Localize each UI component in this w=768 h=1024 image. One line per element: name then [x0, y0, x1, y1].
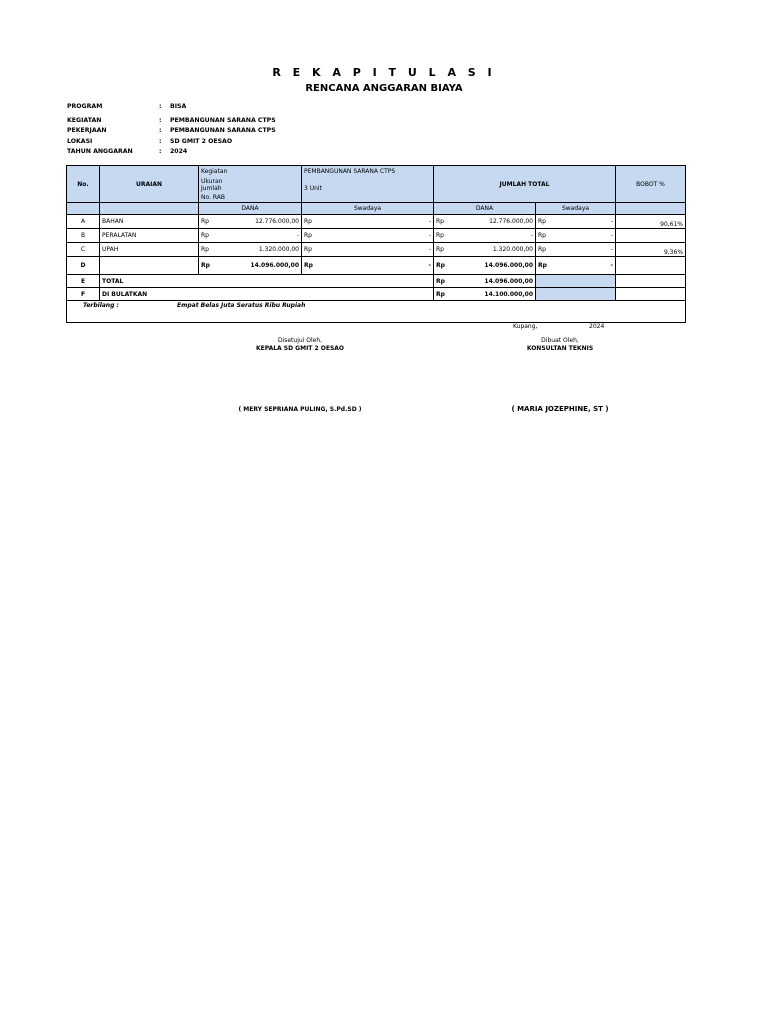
info-value: BISA: [170, 103, 187, 110]
row-swadaya: -: [428, 218, 431, 225]
row-no: A: [67, 215, 100, 229]
info-value: PEMBANGUNAN SARANA CTPS: [170, 127, 276, 134]
info-label: LOKASI: [67, 138, 93, 145]
info-value: 2024: [170, 148, 188, 155]
meta-label: Jumlah: [199, 185, 302, 192]
row-bobot: 9,36%: [616, 243, 686, 257]
row-dana: 12.776.000,00: [255, 218, 299, 225]
currency-label: Rp: [538, 262, 547, 269]
currency-label: Rp: [538, 218, 546, 225]
sub-dana-header: DANA: [434, 203, 536, 215]
info-colon: :: [159, 103, 162, 110]
table-subheader-row: [67, 203, 686, 215]
meta-label: Ukuran: [199, 178, 302, 185]
row-dana: -: [296, 232, 299, 239]
info-colon: :: [159, 127, 162, 134]
info-colon: :: [159, 148, 162, 155]
table-row-rounded: [67, 288, 686, 301]
currency-label: Rp: [201, 232, 209, 239]
table-row: [67, 229, 686, 243]
row-bobot: [616, 257, 686, 275]
col-jumlah-total-header: JUMLAH TOTAL: [434, 166, 616, 203]
document-title: R E K A P I T U L A S I: [272, 66, 496, 79]
info-pekerjaan: [67, 127, 467, 136]
meta-value: 3 Unit: [302, 185, 434, 192]
currency-label: Rp: [436, 218, 444, 225]
info-colon: :: [159, 117, 162, 124]
total-label: TOTAL: [100, 275, 434, 288]
meta-value: [302, 192, 434, 202]
currency-label: Rp: [436, 246, 444, 253]
row-bobot: 90,61%: [616, 215, 686, 229]
row-uraian: BAHAN: [100, 215, 199, 229]
total-value: 14.096.000,00: [484, 277, 533, 285]
approver-role: KEPALA SD GMIT 2 OESAO: [255, 345, 345, 352]
row-total-swadaya: -: [610, 246, 614, 253]
signature-place: Kupang,: [513, 323, 538, 330]
currency-label: Rp: [436, 232, 444, 239]
empty-cell: [616, 288, 686, 301]
currency-label: Rp: [436, 277, 445, 285]
sub-swadaya-header: Swadaya: [536, 203, 616, 215]
preparer-role: KONSULTAN TEKNIS: [526, 345, 594, 352]
rounded-label: DI BULATKAN: [100, 288, 434, 301]
currency-label: Rp: [304, 218, 312, 225]
shaded-cell: [536, 288, 616, 301]
row-swadaya: -: [428, 232, 431, 239]
row-uraian: [100, 257, 199, 275]
currency-label: Rp: [538, 246, 546, 253]
terbilang-cell: [67, 301, 686, 323]
empty-cell: [616, 275, 686, 288]
row-no: E: [67, 275, 100, 288]
info-program: [67, 103, 467, 112]
terbilang-row: [67, 301, 686, 323]
row-total-swadaya: -: [610, 262, 614, 269]
sub-dana-header: DANA: [199, 203, 302, 215]
terbilang-value: Empat Belas Juta Seratus Ribu Rupiah: [177, 302, 306, 309]
row-no: B: [67, 229, 100, 243]
shaded-cell: [536, 275, 616, 288]
currency-label: Rp: [538, 232, 546, 239]
row-bobot: [616, 229, 686, 243]
info-label: KEGIATAN: [67, 117, 102, 124]
col-bobot-header: BOBOT %: [616, 166, 686, 203]
row-swadaya: -: [428, 262, 431, 269]
row-total-dana: -: [530, 232, 533, 239]
info-label: TAHUN ANGGARAN: [67, 148, 133, 155]
currency-label: Rp: [304, 246, 312, 253]
info-label: PEKERJAAN: [67, 127, 107, 134]
info-value: SD GMIT 2 OESAO: [170, 138, 233, 145]
preparer-caption: Dibuat Oleh,: [541, 337, 579, 344]
row-uraian: PERALATAN: [100, 229, 199, 243]
row-uraian: UPAH: [100, 243, 199, 257]
currency-label: Rp: [201, 246, 209, 253]
currency-label: Rp: [304, 232, 312, 239]
info-colon: :: [159, 138, 162, 145]
info-lokasi: [67, 138, 467, 147]
signature-year: 2024: [589, 323, 605, 330]
row-total-dana: 12.776.000,00: [489, 218, 533, 225]
empty-cell: [100, 203, 199, 215]
approver-name: ( MERY SEPRIANA PULING, S.Pd.SD ): [238, 406, 362, 413]
row-no: F: [67, 288, 100, 301]
info-value: PEMBANGUNAN SARANA CTPS: [170, 117, 276, 124]
row-total-dana: 1.320.000,00: [492, 246, 533, 253]
currency-label: Rp: [304, 262, 313, 269]
preparer-name: ( MARIA JOZEPHINE, ST ): [511, 405, 609, 413]
table-row: [67, 243, 686, 257]
row-dana: 1.320.000,00: [258, 246, 299, 253]
terbilang-label: Terbilang :: [83, 302, 119, 309]
col-no-header: No.: [67, 166, 100, 203]
info-kegiatan: [67, 117, 467, 126]
approver-caption: Disetujui Oleh,: [277, 337, 323, 344]
meta-label: No. RAB: [199, 192, 302, 202]
table-header-row: [67, 166, 686, 178]
col-uraian-header: URAIAN: [100, 166, 199, 203]
table-row: [67, 215, 686, 229]
row-swadaya: -: [428, 246, 431, 253]
empty-cell: [67, 203, 100, 215]
row-total-swadaya: -: [610, 218, 614, 225]
info-label: PROGRAM: [67, 103, 103, 110]
currency-label: Rp: [201, 218, 209, 225]
currency-label: Rp: [436, 290, 445, 298]
document-subtitle: RENCANA ANGGARAN BIAYA: [305, 83, 463, 94]
row-no: D: [67, 257, 100, 275]
sub-swadaya-header: Swadaya: [302, 203, 434, 215]
rab-recap-table: [66, 165, 686, 323]
empty-cell: [616, 203, 686, 215]
currency-label: Rp: [436, 262, 445, 269]
row-dana: 14.096.000,00: [250, 262, 299, 269]
table-row-subtotal: [67, 257, 686, 275]
currency-label: Rp: [201, 262, 210, 269]
meta-value: [302, 178, 434, 185]
meta-label: Kegiatan: [199, 166, 302, 178]
rounded-value: 14.100.000,00: [484, 290, 533, 298]
meta-value: PEMBANGUNAN SARANA CTPS: [302, 166, 434, 178]
row-total-swadaya: -: [610, 232, 614, 239]
row-no: C: [67, 243, 100, 257]
info-tahun-anggaran: [67, 148, 467, 157]
table-row-total: [67, 275, 686, 288]
row-total-dana: 14.096.000,00: [484, 262, 533, 269]
